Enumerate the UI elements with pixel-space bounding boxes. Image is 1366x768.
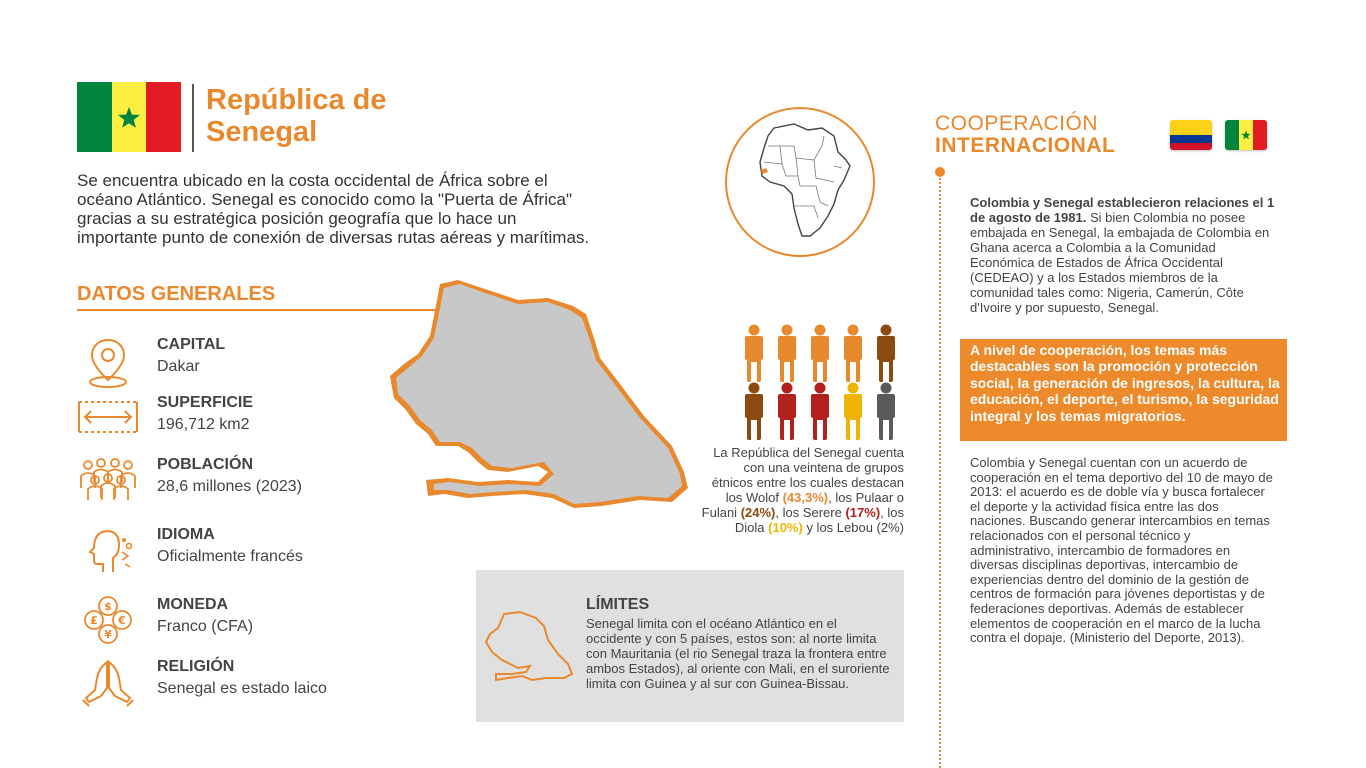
- svg-text:$: $: [104, 600, 112, 613]
- fact-value: 28,6 millones (2023): [157, 478, 302, 495]
- page-title: [206, 84, 387, 148]
- datos-heading: DATOS GENERALES: [77, 283, 276, 305]
- person-icon: [877, 383, 895, 441]
- person-icon: [877, 325, 895, 383]
- person-icon: [745, 325, 763, 383]
- ethnic-text-part: , los Serere: [775, 505, 846, 520]
- wolof-percent: (43,3%): [782, 490, 829, 505]
- ethnic-text-part: La República del Senegal cuenta con una veintena de grupos étnicos entre los cuales destacan los Wolof: [711, 445, 904, 505]
- coop-paragraph-1-rest: Si bien Colombia no posee embajada en Senegal, la embajada de Colombia en Ghana acerca a Colombia a la Comunidad Económica de Estados de África Occidental (CEDEAO) y a los Estados miembros de la comunidad tales como: Nigeria, Camerún, Côte d'Ivoire y por supuesto, Senegal.: [970, 210, 1270, 315]
- intro-paragraph: Se encuentra ubicado en la costa occidental de África sobre el océano Atlántico. Senegal es conocido como la "Puerta de África" gracias a su estratégica posición geografía que lo hace un importante punto de conexión de diversas rutas aéreas y marítimas.: [77, 171, 590, 247]
- ethnic-groups-people-icons: [738, 322, 906, 442]
- fact-label: IDIOMA: [157, 526, 215, 543]
- coop-paragraph-3: Colombia y Senegal cuentan con un acuerdo de cooperación en el tema deportivo del 10 de mayo de 2013: el acuerdo es de doble vía y busca fortalecer el deporte y la actividad física entre las dos naciones. Buscando generar intercambios en temas relacionados con el personal técnico y administrativo, intercambio de formadores en diversas disciplinas deportivas, intercambio de experiencias dentro del dominio de la gestión de centros de formación para jóvenes deportistas y de federaciones deportivas. Además de establecer elementos de cooperación en el marco de la lucha contra el dopaje. (Ministerio del Deporte, 2013).: [970, 455, 1273, 646]
- speaking-head-icon: [77, 526, 139, 582]
- svg-text:¥: ¥: [104, 628, 112, 641]
- coop-heading-line-1: COOPERACIÓN: [935, 112, 1099, 135]
- coop-relations-date: Colombia y Senegal establecieron relaciones el 1 de agosto de 1981.: [970, 195, 1275, 225]
- fact-capital: [77, 336, 417, 392]
- timeline-dotted-line: [939, 178, 941, 768]
- star-icon: [112, 82, 146, 152]
- serere-percent: (17%): [845, 505, 881, 520]
- fact-superficie: [77, 394, 417, 450]
- praying-hands-icon: [77, 658, 139, 714]
- fact-label: SUPERFICIE: [157, 394, 254, 411]
- svg-text:£: £: [90, 614, 98, 627]
- senegal-map: [388, 276, 692, 520]
- ethnic-text-part: y los Lebou (2%): [802, 520, 904, 535]
- fact-value: Oficialmente francés: [157, 548, 303, 565]
- fact-religion: [77, 658, 417, 714]
- person-icon: [778, 383, 796, 441]
- fact-idioma: [77, 526, 417, 582]
- star-icon: [1239, 120, 1253, 150]
- person-icon: [844, 383, 862, 441]
- diola-percent: (10%): [768, 520, 803, 535]
- senegal-flag: [77, 82, 181, 152]
- currency-coins-icon: [77, 596, 139, 652]
- senegal-flag-small: [1225, 120, 1267, 150]
- ethnic-text-part: , los Diola: [734, 505, 904, 535]
- person-icon: [745, 383, 763, 441]
- title-line-1: República de: [206, 84, 387, 116]
- senegal-outline-icon: [484, 608, 576, 690]
- title-divider: [192, 84, 194, 152]
- person-icon: [811, 383, 829, 441]
- fact-label: CAPITAL: [157, 336, 226, 353]
- person-icon: [778, 325, 796, 383]
- fact-value: 196,712 km2: [157, 416, 250, 433]
- colombia-flag: [1170, 120, 1212, 150]
- pulaar-percent: (24%): [740, 505, 776, 520]
- person-icon: [844, 325, 862, 383]
- timeline-dot: [935, 167, 945, 177]
- fact-label: MONEDA: [157, 596, 229, 613]
- fact-moneda: [77, 596, 417, 652]
- fact-label: POBLACIÓN: [157, 456, 253, 473]
- fact-value: Dakar: [157, 358, 200, 375]
- limits-title: LÍMITES: [586, 596, 650, 613]
- fact-value: Franco (CFA): [157, 618, 254, 635]
- fact-poblacion: [77, 456, 417, 512]
- limits-text: Senegal limita con el océano Atlántico en el occidente y con 5 países, estos son: al norte limita con Mauritania (el rio Senegal traza la frontera entre ambos Estados), al oriente con Mali, en el suroriente limita con Guinea y al sur con Guinea-Bissau.: [586, 616, 890, 691]
- coop-highlight-text: A nivel de cooperación, los temas más destacables son la promoción y protección social, la generación de ingresos, la cultura, la educación, el deporte, el turismo, la seguridad integral y los temas migratorios.: [970, 342, 1280, 424]
- africa-locator-map: [724, 106, 876, 258]
- person-icon: [811, 325, 829, 383]
- ethnic-text-part: , los Pulaar o Fulani: [701, 490, 904, 520]
- svg-text:€: €: [118, 614, 126, 627]
- coop-heading-line-2: INTERNACIONAL: [935, 134, 1116, 157]
- coop-paragraph-1: [970, 195, 1275, 315]
- fact-label: RELIGIÓN: [157, 658, 235, 675]
- ethnic-groups-text: [700, 445, 904, 535]
- fact-value: Senegal es estado laico: [157, 680, 327, 697]
- people-group-icon: [77, 456, 139, 512]
- coop-highlight-box: [960, 339, 1287, 441]
- location-pin-icon: [77, 336, 139, 392]
- area-arrows-icon: [77, 394, 139, 450]
- limits-box: [476, 570, 904, 722]
- title-line-2: Senegal: [206, 116, 318, 148]
